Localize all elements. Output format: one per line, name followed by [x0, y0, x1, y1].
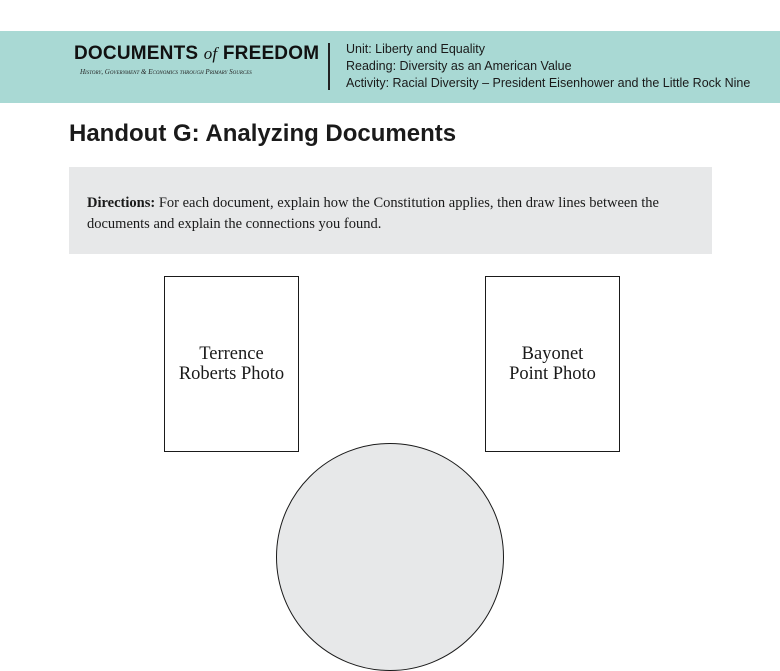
- brand-title: DOCUMENTS of FREEDOM: [74, 43, 320, 64]
- document-label: Terrence Roberts Photo: [178, 344, 285, 384]
- brand-tagline: History, Government & Economics through Primary Sources: [80, 68, 252, 76]
- handout-title: Handout G: Analyzing Documents: [69, 120, 457, 147]
- document-box-terrence-roberts: [164, 276, 299, 452]
- document-label: Bayonet Point Photo: [509, 344, 596, 384]
- brand-logo: [74, 43, 320, 76]
- unit-line: Unit: Liberty and Equality: [346, 42, 485, 56]
- constitution-circle: [276, 443, 504, 671]
- directions-text: For each document, explain how the Constitution applies, then draw lines between the documents and explain the connections you found.: [87, 195, 659, 232]
- header-divider: [328, 43, 330, 90]
- reading-line: Reading: Diversity as an American Value: [346, 59, 572, 73]
- unit-info: [346, 41, 750, 92]
- directions-box: [69, 167, 712, 254]
- document-box-bayonet-point: [485, 276, 620, 452]
- directions-label: Directions:: [87, 195, 156, 211]
- page-header: [0, 31, 780, 103]
- activity-line: Activity: Racial Diversity – President Eisenhower and the Little Rock Nine: [346, 76, 751, 90]
